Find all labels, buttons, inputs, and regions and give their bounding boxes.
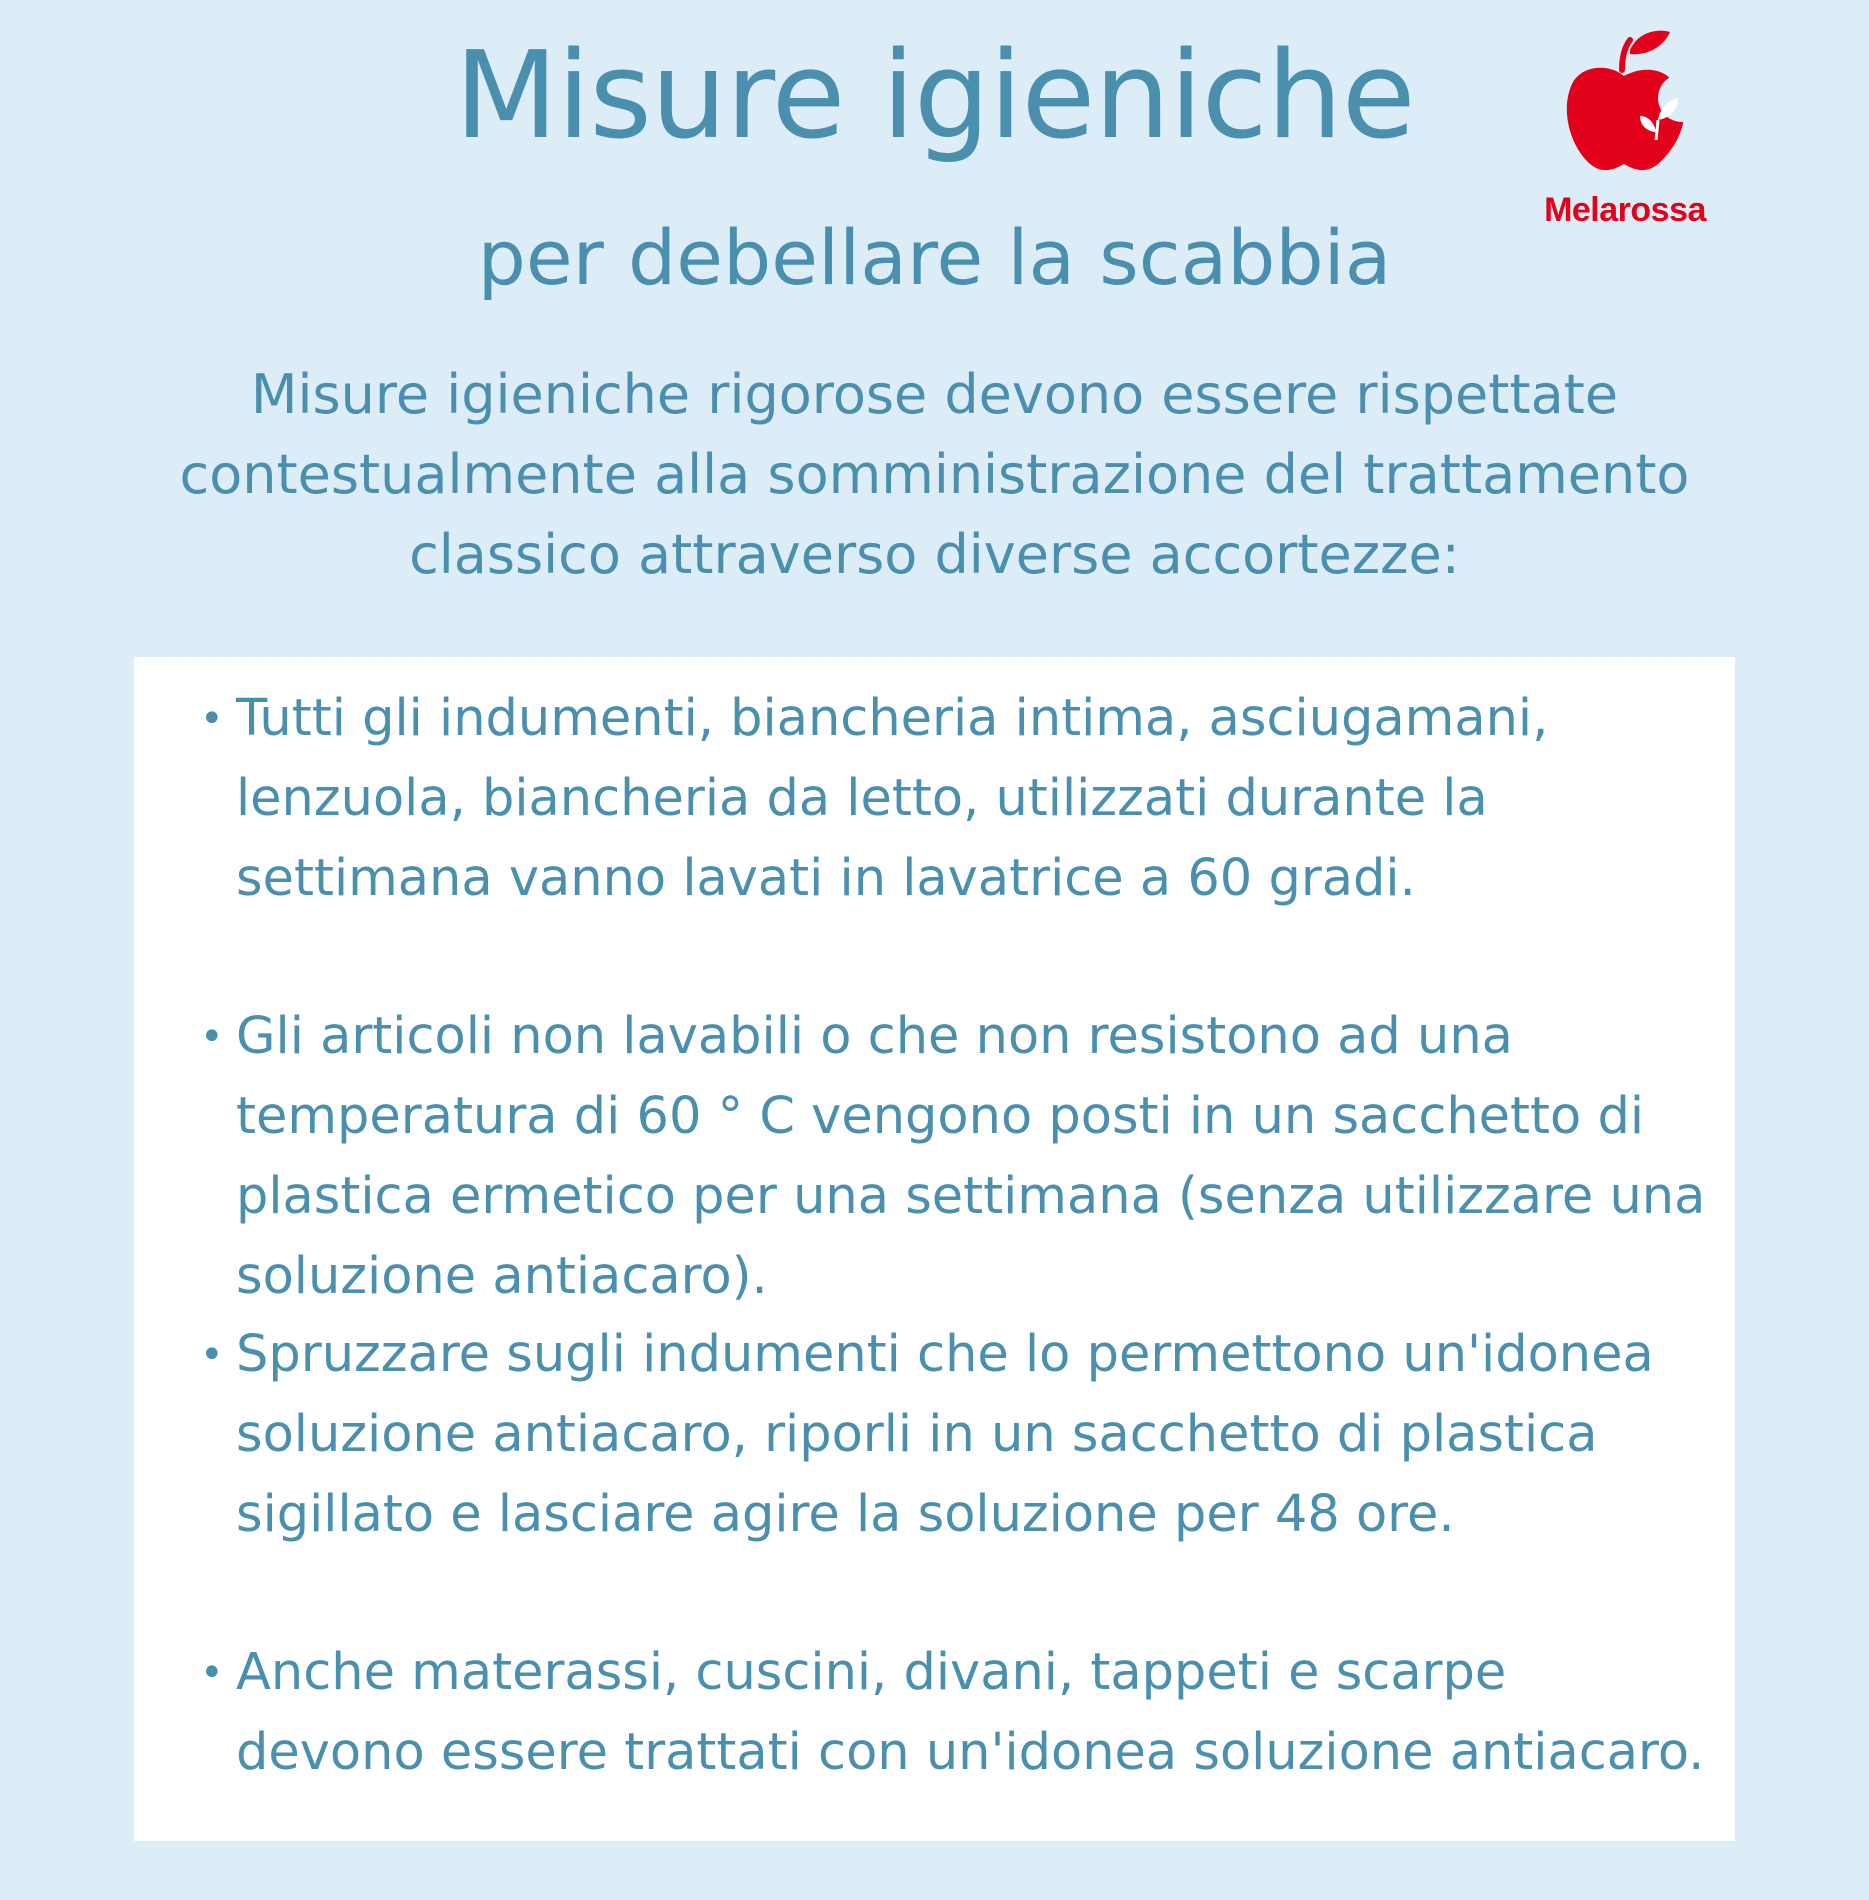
page-subtitle: per debellare la scabbia — [477, 213, 1392, 302]
page-title: Misure igieniche — [454, 27, 1415, 166]
list-item-text: Gli articoli non lavabili o che non resistono ad una temperatura di 60 ° C vengono posti in un sacchetto di plastica ermetico per una settimana (senza utilizzare una soluzione antiacaro). — [236, 1007, 1706, 1306]
measures-card — [134, 657, 1735, 1841]
brand-logo — [1525, 28, 1725, 238]
intro-text: Misure igieniche rigorose devono essere rispettate contestualmente alla somministrazione del trattamento classico attraverso diverse accortezze: — [179, 363, 1690, 586]
bullet-icon: • — [200, 1650, 224, 1696]
list-item-text: Tutti gli indumenti, biancheria intima, asciugamani, lenzuola, biancheria da letto, utilizzati durante la settimana vanno lavati in lavatrice a 60 gradi. — [236, 689, 1549, 908]
list-item — [200, 679, 1710, 919]
bullet-icon: • — [200, 696, 224, 742]
list-item — [200, 997, 1710, 1317]
bullet-icon: • — [200, 1332, 224, 1378]
apple-icon — [1560, 28, 1690, 178]
list-item-text: Spruzzare sugli indumenti che lo permettono un'idonea soluzione antiacaro, riporli in un sacchetto di plastica sigillato e lasciare agire la soluzione per 48 ore. — [236, 1325, 1654, 1544]
list-item — [200, 1315, 1710, 1555]
brand-name: Melarossa — [1544, 191, 1706, 229]
list-item-text: Anche materassi, cuscini, divani, tappeti e scarpe devono essere trattati con un'idonea soluzione antiacaro. — [236, 1643, 1705, 1782]
list-item — [200, 1633, 1710, 1793]
bullet-icon: • — [200, 1014, 224, 1060]
